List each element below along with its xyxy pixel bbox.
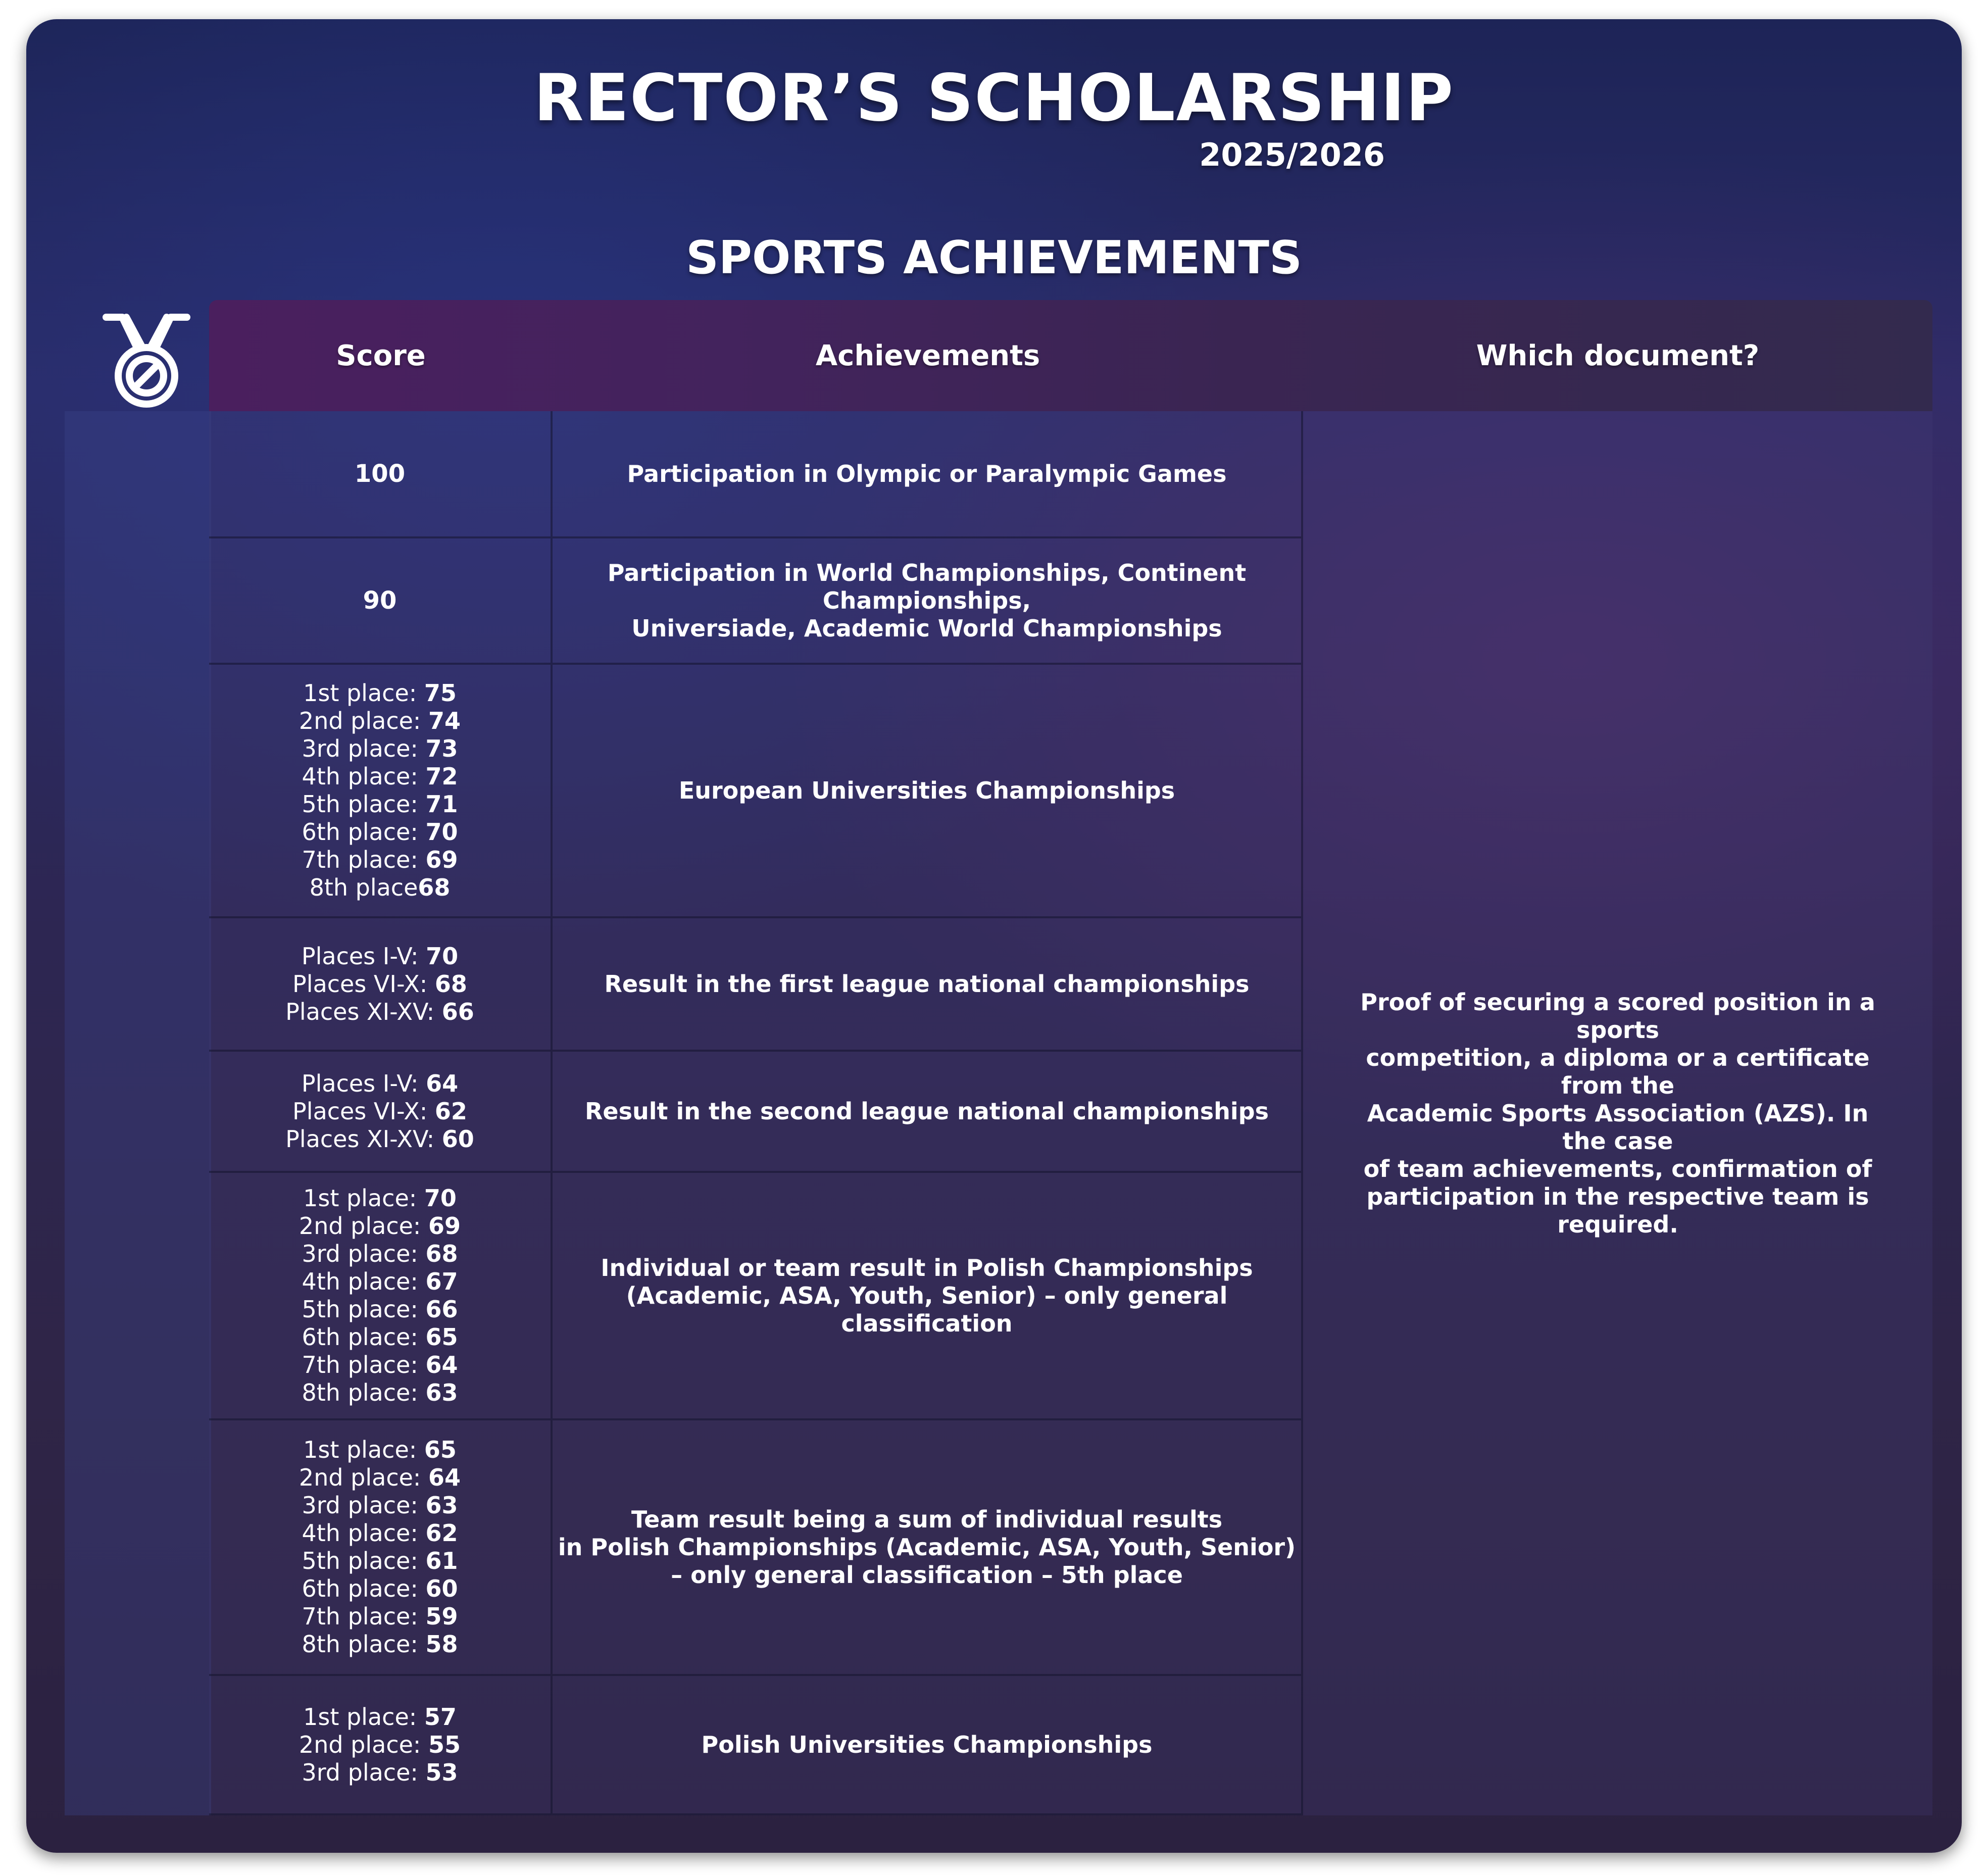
place-score [299, 1212, 461, 1240]
achievement-line: Result in the second league national championships [585, 1097, 1269, 1125]
place-score [299, 1575, 461, 1603]
score-cell [209, 411, 551, 538]
achievement-cell [553, 918, 1301, 1052]
place-label: 1st place: [303, 1703, 424, 1731]
place-points: 74 [428, 707, 461, 734]
place-score [299, 1631, 461, 1658]
achievement-cell [553, 1420, 1301, 1676]
place-score [299, 1759, 461, 1787]
place-label: 1st place: [303, 1185, 424, 1212]
place-label: 1st place: [303, 679, 424, 707]
place-label: Places XI-XV: [285, 998, 442, 1025]
score-cell [209, 1420, 551, 1676]
place-score [285, 943, 474, 970]
achievement-cell [553, 538, 1301, 665]
table-header [209, 300, 1932, 411]
place-points: 64 [425, 1351, 458, 1378]
place-label: 3rd place: [302, 1758, 426, 1786]
achievements-table [209, 411, 1932, 1815]
place-points: 64 [426, 1069, 459, 1097]
section-title: SPORTS ACHIEVEMENTS [686, 231, 1302, 284]
place-points: 68 [425, 1240, 458, 1267]
achievement-line: Polish Universities Championships [701, 1731, 1153, 1758]
achievement-line: Result in the first league national championships [604, 970, 1250, 998]
place-score [299, 1703, 461, 1731]
place-points: 73 [425, 735, 458, 762]
score-column [209, 411, 553, 1815]
academic-year: 2025/2026 [1199, 136, 1385, 173]
place-label: 5th place: [302, 1547, 426, 1574]
place-label: Places VI-X: [292, 970, 435, 998]
place-label: 2nd place: [299, 1731, 429, 1758]
place-points: 71 [425, 791, 458, 818]
place-points: 59 [425, 1603, 458, 1630]
place-score-list [285, 943, 474, 1026]
document-column [1303, 411, 1932, 1815]
place-label: 2nd place: [299, 1212, 429, 1240]
place-label: 3rd place: [302, 1240, 426, 1267]
place-points: 64 [428, 1464, 461, 1491]
achievement-cell [553, 1173, 1301, 1420]
place-score [299, 763, 461, 791]
place-score [299, 846, 461, 874]
place-score [285, 970, 474, 998]
place-label: 2nd place: [299, 707, 429, 734]
place-points: 70 [426, 942, 459, 970]
place-label: 5th place: [302, 1296, 426, 1323]
achievement-text [558, 1506, 1296, 1589]
place-score [299, 1185, 461, 1212]
place-score [299, 1351, 461, 1379]
left-band [65, 411, 211, 1815]
place-score [299, 1296, 461, 1323]
place-score [299, 1379, 461, 1407]
place-label: 7th place: [302, 1603, 426, 1630]
scholarship-card [26, 19, 1962, 1853]
place-label: 4th place: [302, 1268, 426, 1295]
place-score [285, 1098, 474, 1125]
place-points: 75 [424, 679, 457, 707]
achievement-text [585, 1098, 1269, 1125]
place-score-list [299, 1703, 461, 1787]
achievement-text [553, 559, 1301, 643]
achievement-text [702, 1731, 1153, 1759]
achievement-line: Participation in Olympic or Paralympic Games [627, 460, 1227, 487]
place-label: 5th place: [302, 791, 426, 818]
place-score [299, 1547, 461, 1575]
place-score [299, 1492, 461, 1519]
document-line: participation in the respective team is required. [1366, 1182, 1869, 1238]
score-cell [209, 1676, 551, 1815]
place-score [299, 874, 461, 902]
place-points: 68 [418, 874, 451, 901]
place-label: Places VI-X: [292, 1097, 435, 1125]
place-points: 58 [425, 1631, 458, 1658]
place-points: 70 [425, 818, 458, 846]
place-score [299, 1436, 461, 1464]
achievement-cell [553, 411, 1301, 538]
achievements-column [553, 411, 1303, 1815]
place-label: 7th place: [302, 846, 426, 873]
place-label: 6th place: [302, 1575, 426, 1602]
place-points: 72 [425, 763, 458, 790]
score-cell [209, 1173, 551, 1420]
place-score [299, 1323, 461, 1351]
place-points: 68 [434, 970, 467, 998]
place-label: 1st place: [303, 1436, 424, 1463]
achievement-line: in Polish Championships (Academic, ASA, Youth, Senior) [558, 1533, 1296, 1561]
place-score-list [299, 679, 461, 902]
document-line: Academic Sports Association (AZS). In the case [1367, 1099, 1869, 1155]
achievement-line: Individual or team result in Polish Championships [601, 1254, 1253, 1281]
column-header-document: Which document? [1476, 339, 1760, 372]
place-points: 61 [425, 1547, 458, 1574]
place-score [299, 707, 461, 735]
score-cell [209, 918, 551, 1052]
place-points: 67 [425, 1268, 458, 1295]
place-score [285, 998, 474, 1026]
column-header-score: Score [336, 339, 426, 372]
score-cell [209, 538, 551, 665]
place-label: 6th place: [302, 818, 426, 846]
place-points: 65 [424, 1436, 457, 1463]
place-points: 69 [428, 1212, 461, 1240]
place-score [299, 1464, 461, 1492]
score-value: 100 [354, 460, 406, 488]
place-score-list [299, 1185, 461, 1407]
score-cell [209, 665, 551, 918]
place-points: 63 [425, 1379, 458, 1406]
document-line: Proof of securing a scored position in a sports [1360, 988, 1875, 1044]
place-label: 8th place [309, 874, 418, 901]
place-points: 66 [425, 1296, 458, 1323]
achievement-cell [553, 665, 1301, 918]
medal-icon [96, 311, 197, 412]
place-label: 4th place: [302, 1519, 426, 1547]
achievement-cell [553, 1052, 1301, 1173]
place-label: 3rd place: [302, 735, 426, 762]
achievement-line: Team result being a sum of individual results [631, 1505, 1223, 1533]
place-score [299, 818, 461, 846]
place-points: 62 [434, 1097, 467, 1125]
place-label: 6th place: [302, 1323, 426, 1351]
place-label: 7th place: [302, 1351, 426, 1378]
place-points: 55 [428, 1731, 461, 1758]
place-label: 3rd place: [302, 1492, 426, 1519]
place-points: 63 [425, 1492, 458, 1519]
place-score [299, 1603, 461, 1631]
achievement-line: European Universities Championships [678, 776, 1175, 804]
place-score [299, 1240, 461, 1268]
achievement-text [627, 460, 1227, 488]
achievement-line: Universiade, Academic World Championships [631, 614, 1222, 642]
place-label: 8th place: [302, 1379, 426, 1406]
place-points: 60 [425, 1575, 458, 1602]
place-points: 65 [425, 1323, 458, 1351]
page-title: RECTOR’S SCHOLARSHIP [534, 61, 1454, 136]
achievement-text [679, 777, 1175, 805]
place-score [285, 1070, 474, 1098]
place-points: 69 [425, 846, 458, 873]
place-points: 60 [441, 1125, 474, 1153]
column-header-achievements: Achievements [815, 339, 1040, 372]
document-line: competition, a diploma or a certificate from the [1366, 1044, 1870, 1099]
place-score [299, 791, 461, 818]
achievement-text [553, 1254, 1301, 1338]
achievement-cell [553, 1676, 1301, 1815]
place-score-list [285, 1070, 474, 1153]
place-points: 53 [425, 1758, 458, 1786]
place-label: Places I-V: [301, 942, 426, 970]
place-points: 66 [441, 998, 474, 1025]
place-score [299, 1731, 461, 1759]
place-score [299, 679, 461, 707]
achievement-line: Participation in World Championships, Continent Championships, [607, 559, 1247, 614]
achievement-line: (Academic, ASA, Youth, Senior) – only general classification [626, 1281, 1228, 1337]
place-score [299, 735, 461, 763]
score-value: 90 [363, 586, 397, 615]
place-score-list [299, 1436, 461, 1658]
place-score [285, 1125, 474, 1153]
place-score [299, 1519, 461, 1547]
place-label: Places I-V: [301, 1069, 426, 1097]
place-label: 4th place: [302, 763, 426, 790]
place-label: Places XI-XV: [285, 1125, 442, 1153]
place-label: 2nd place: [299, 1464, 429, 1491]
place-points: 70 [424, 1185, 457, 1212]
place-score [299, 1268, 461, 1296]
place-label: 8th place: [302, 1631, 426, 1658]
achievement-text [604, 970, 1249, 998]
place-points: 57 [424, 1703, 457, 1731]
place-points: 62 [425, 1519, 458, 1547]
document-line: of team achievements, confirmation of [1363, 1155, 1872, 1182]
score-cell [209, 1052, 551, 1173]
document-description [1345, 989, 1891, 1239]
achievement-line: – only general classification – 5th place [671, 1561, 1183, 1589]
